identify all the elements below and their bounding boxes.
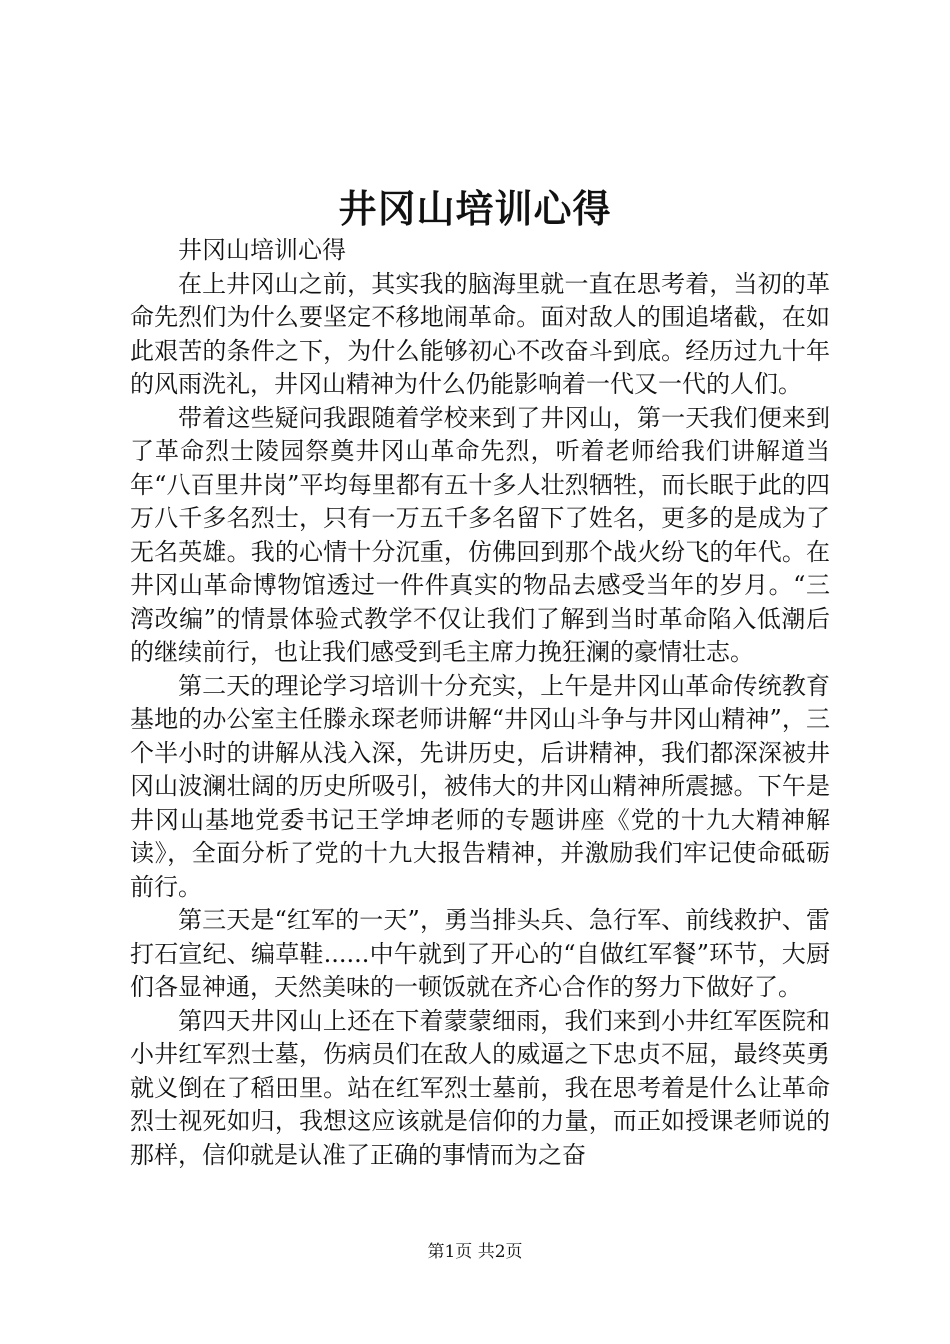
paragraph: 第四天井冈山上还在下着蒙蒙细雨，我们来到小井红军医院和小井红军烈士墓，伤病员们在敌人的威逼之下忠贞不屈，最终英勇就义倒在了稻田里。站在红军烈士墓前，我在思考着是什么让革命烈士视死如归，我想这应该就是信仰的力量，而正如授课老师说的那样，信仰就是认准了正确的事情而为之奋 xyxy=(130,1006,830,1169)
page-footer: 第1页 共2页 xyxy=(427,1242,523,1262)
paragraph: 第三天是“红军的一天”，勇当排头兵、急行军、前线救护、雷打石宣纪、编草鞋......中午就到了开心的“自做红军餐”环节，大厨们各显神通，天然美味的一顿饭就在齐心合作的努力下做好了。 xyxy=(130,906,830,1001)
paragraph-subtitle: 井冈山培训心得 xyxy=(178,236,346,264)
paragraph: 带着这些疑问我跟随着学校来到了井冈山，第一天我们便来到了革命烈士陵园祭奠井冈山革命先烈，听着老师给我们讲解道当年“八百里井岗”平均每里都有五十多人壮烈牺牲，而长眠于此的四万八千多名烈士，只有一万五千多名留下了姓名，更多的是成为了无名英雄。我的心情十分沉重，仿佛回到那个战火纷飞的年代。在井冈山革命博物馆透过一件件真实的物品去感受当年的岁月。“三湾改编”的情景体验式教学不仅让我们了解到当时革命陷入低潮后的继续前行，也让我们感受到毛主席力挽狂澜的豪情壮志。 xyxy=(130,403,830,666)
document-title: 井冈山培训心得 xyxy=(338,186,612,231)
document-body xyxy=(130,234,830,1172)
paragraph: 在上井冈山之前，其实我的脑海里就一直在思考着，当初的革命先烈们为什么要坚定不移地闹革命。面对敌人的围追堵截，在如此艰苦的条件之下，为什么能够初心不改奋斗到底。经历过九十年的风雨洗礼，井冈山精神为什么仍能影响着一代又一代的人们。 xyxy=(130,269,830,398)
paragraph: 第二天的理论学习培训十分充实，上午是井冈山革命传统教育基地的办公室主任滕永琛老师讲解“井冈山斗争与井冈山精神”，三个半小时的讲解从浅入深，先讲历史，后讲精神，我们都深深被井冈山波澜壮阔的历史所吸引，被伟大的井冈山精神所震撼。下午是井冈山基地党委书记王学坤老师的专题讲座《党的十九大精神解读》，全面分析了党的十九大报告精神，并激励我们牢记使命砥砺前行。 xyxy=(130,671,830,901)
